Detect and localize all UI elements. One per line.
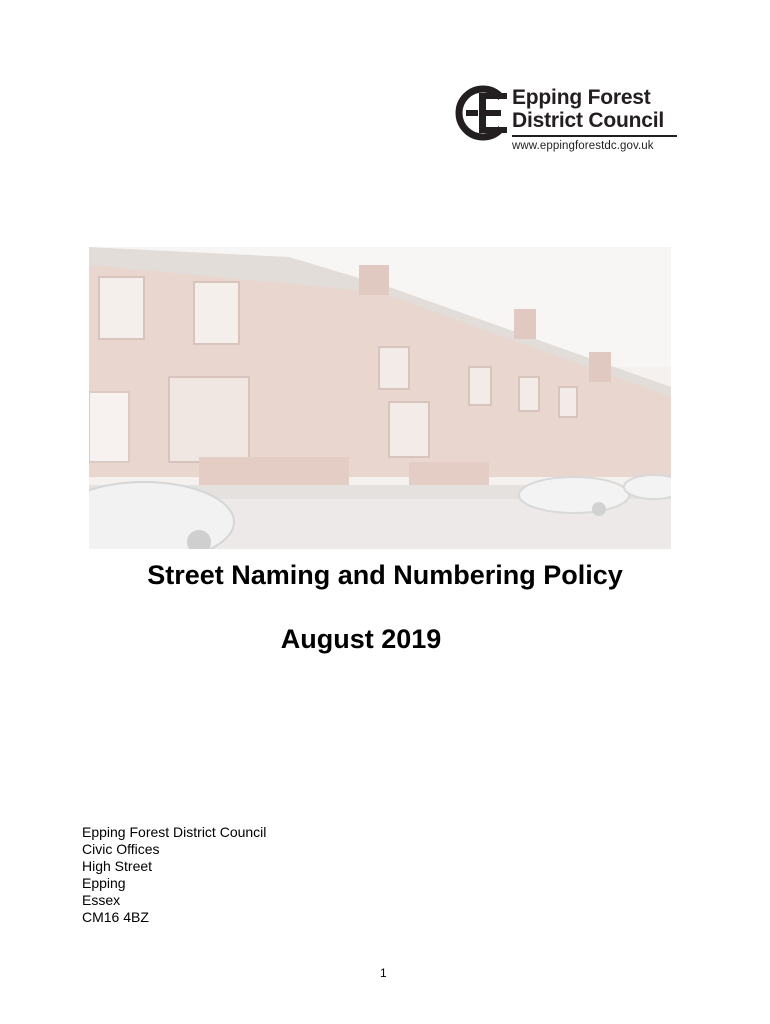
document-date: August 2019 [280,624,442,654]
council-name-line2: District Council [512,109,664,132]
address-line: Epping Forest District Council [82,824,267,840]
council-address [82,824,266,926]
address-line: Civic Offices [82,841,160,857]
document-title: Street Naming and Numbering Policy [147,560,623,590]
address-line: High Street [82,858,153,874]
address-line: CM16 4BZ [82,909,149,925]
council-name [512,86,664,132]
logo-divider [512,135,677,137]
address-line: Epping [82,875,126,891]
council-name-line1: Epping Forest [512,86,651,109]
council-website: www.eppingforestdc.gov.uk [512,140,654,152]
council-logo [455,84,685,154]
address-line: Essex [82,892,121,908]
street-photo [89,247,671,549]
council-logo-icon [455,84,511,142]
page-number: 1 [380,966,387,980]
